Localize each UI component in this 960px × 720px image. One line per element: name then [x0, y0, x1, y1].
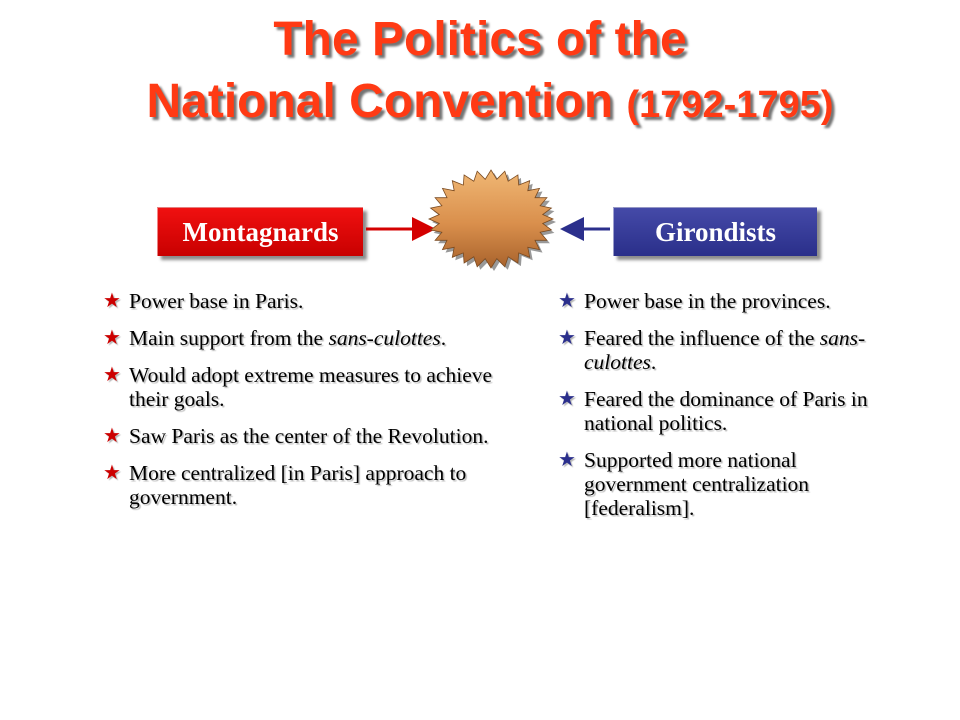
list-item [558, 387, 868, 435]
star-icon: ★ [103, 290, 121, 312]
montagnards-points [103, 289, 513, 522]
item-text: Main support from the [129, 326, 329, 350]
star-icon: ★ [103, 425, 121, 447]
item-emphasis: sans-culottes [328, 326, 441, 350]
item-emphasis: sans-culottes [584, 326, 866, 374]
list-item [558, 448, 868, 520]
item-text: Would adopt extreme measures to achieve their goals. [129, 363, 493, 411]
item-text-end: . [440, 326, 447, 350]
montagnards-badge: Montagnards [157, 207, 363, 256]
item-text: Power base in Paris. [129, 289, 304, 313]
list-item [103, 363, 513, 411]
list-item [103, 289, 513, 313]
star-icon: ★ [103, 364, 121, 386]
star-icon: ★ [558, 449, 576, 471]
item-text: Power base in the provinces. [584, 289, 831, 313]
item-text: Saw Paris as the center of the Revolution. [129, 424, 489, 448]
item-text: More centralized [in Paris] approach to government. [129, 461, 467, 509]
starburst-icon [425, 168, 559, 272]
title-dates: (1792-1795) [626, 84, 834, 126]
list-item [103, 326, 513, 350]
item-text: Supported more national government centralization [federalism]. [584, 448, 810, 520]
item-text: Feared the influence of the [584, 326, 820, 350]
slide-title-line-1: The Politics of the [273, 13, 687, 66]
list-item [558, 326, 868, 374]
star-icon: ★ [103, 327, 121, 349]
item-text: Feared the dominance of Paris in national politics. [584, 387, 868, 435]
girondists-badge: Girondists [613, 207, 817, 256]
star-icon: ★ [558, 388, 576, 410]
item-text-end: . [650, 350, 657, 374]
list-item [103, 424, 513, 448]
list-item [103, 461, 513, 509]
star-icon: ★ [103, 462, 121, 484]
star-icon: ★ [558, 327, 576, 349]
slide-title-line-2 [10, 75, 960, 128]
title-main: National Convention [146, 75, 614, 128]
star-icon: ★ [558, 290, 576, 312]
girondists-points [558, 289, 868, 533]
list-item [558, 289, 868, 313]
